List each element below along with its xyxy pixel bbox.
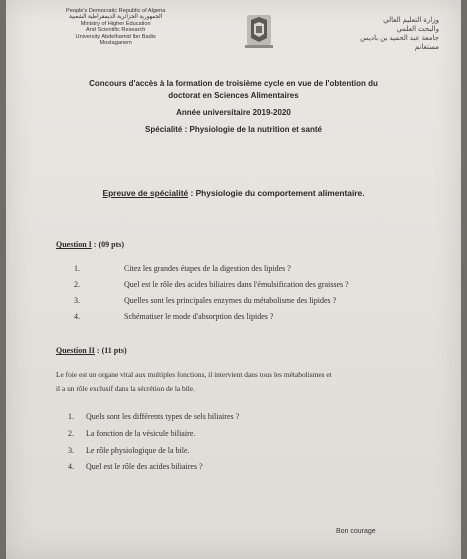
exam-subject [6,188,461,198]
question-2-item-number: 4. [68,462,74,471]
exam-title-line2: doctorat en Sciences Alimentaires [168,91,299,100]
exam-sheet [6,0,461,559]
question-2-label: Question II [56,346,95,355]
question-1-item-number: 4. [74,312,80,321]
question-2-item: Le rôle physiologique de la bile. [86,446,190,455]
question-1-item-number: 1. [74,264,80,273]
question-1-item-number: 3. [74,296,80,305]
question-1-item: Quelles sont les principales enzymes du métabolisme des lipides ? [124,296,337,305]
header-right-line: وزارة التعليم العالي [383,17,439,24]
question-2-item: Quels sont les différents types de sels biliaires ? [86,412,240,421]
question-2-intro: Le foie est un organe vital aux multiples fonctions, il intervient dans tous les métabolismes et [56,370,332,379]
question-1-item: Schématiser le mode d'absorption des lipides ? [124,312,274,321]
question-1-item-number: 2. [74,280,80,289]
academic-year: Année universitaire 2019-2020 [176,108,291,117]
question-2-item: La fonction de la vésicule biliaire. [86,429,196,438]
question-2-item-number: 2. [68,429,74,438]
question-2-intro: il a un rôle exclusif dans la sécrétion de la bile. [56,384,195,393]
question-1-label: Question I [56,240,92,249]
header-left-line: And Scientific Research [85,27,146,34]
university-header-right [360,16,439,52]
university-logo-icon [239,12,279,52]
exam-title-line1: Concours d'accès à la formation de troisième cycle en vue de l'obtention du [89,79,378,88]
question-1-points: : (09 pts) [91,240,125,249]
header-right-line: مستغانم [414,44,439,51]
question-1-heading [56,240,124,249]
question-2-item-number: 3. [68,446,74,455]
header-right-line: جامعة عبد الحميد بن باديس [360,35,439,42]
exam-subject-text: : Physiologie du comportement alimentaire. [188,188,365,198]
question-2-points: : (11 pts) [94,346,127,355]
university-header-left [66,8,165,46]
question-1-item: Quel est le rôle des acides biliaires dans l'émulsification des graisses ? [124,280,349,289]
header-right-line: والبحث العلمي [396,26,439,33]
question-2-item: Quel est le rôle des acides biliaires ? [86,462,203,471]
header-left-line: University Abdelhamid Ibn Badis [75,33,156,40]
specialty: Spécialité : Physiologie de la nutrition et santé [145,125,322,134]
header-left-line: الجمهورية الجزائرية الديمقراطية الشعبية [69,14,163,21]
closing-remark: Bon courage [336,528,376,535]
question-2-heading [56,346,127,355]
question-2-item-number: 1. [68,412,74,421]
exam-subject-label: Epreuve de spécialité [102,188,189,198]
header-left-line: People's Democratic Republic of Algeria [66,8,166,14]
header-left-line: Mostaganem [99,40,132,47]
header-left-line: Ministry of Higher Education [80,20,151,27]
question-1-item: Citez les grandes étapes de la digestion des lipides ? [124,264,291,273]
